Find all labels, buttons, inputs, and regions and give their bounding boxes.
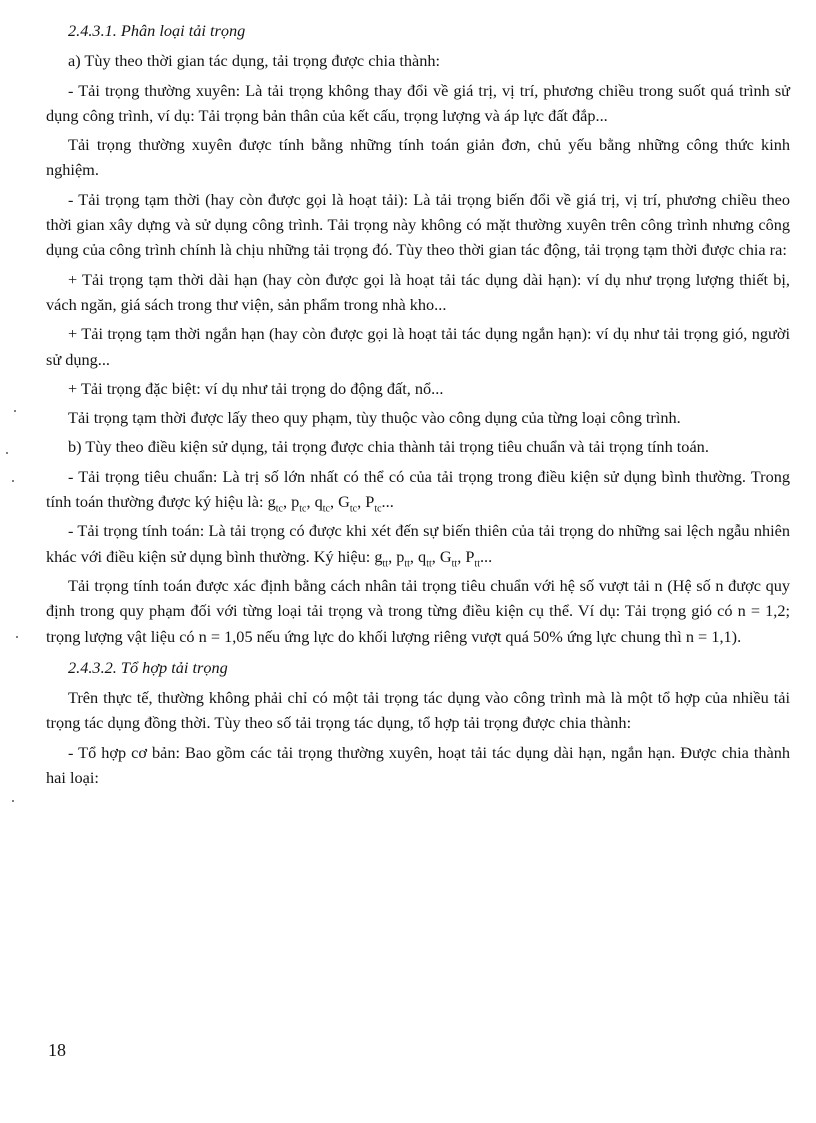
scan-speck — [16, 636, 18, 638]
paragraph-permanent-load: - Tải trọng thường xuyên: Là tải trọng không thay đổi về giá trị, vị trí, phương chiều trong suốt quá trình sử dụng công trình, ví dụ: Tải trọng bản thân của kết cấu, trọng lượng và áp lực đất đắp... — [46, 80, 790, 125]
scan-speck — [14, 410, 16, 412]
load-symbol: $g_{tt}$ — [374, 546, 389, 569]
load-symbol: $q_{tc}$ — [314, 492, 330, 515]
load-symbol: $p_{tt}$ — [396, 546, 410, 569]
paragraph-design-load — [46, 518, 790, 569]
load-symbol: $q_{tt}$ — [418, 546, 432, 569]
load-symbol: $P_{tt}$ — [465, 546, 480, 569]
load-symbol: $P_{tc}$ — [365, 492, 382, 515]
design-load-symbols: $g_{tt}$, $p_{tt}$, $q_{tt}$, $G_{tt}$, $P_{tt}$... — [374, 546, 493, 569]
scan-speck — [12, 800, 14, 802]
section-heading-load-combination: 2.4.3.2. Tổ hợp tải trọng — [68, 657, 228, 677]
paragraph-basic-combination: - Tổ hợp cơ bản: Bao gồm các tải trọng thường xuyên, hoạt tải tác dụng dài hạn, ngắn hạn. Được chia thành hai loại: — [46, 742, 790, 788]
paragraph-standard-load — [46, 464, 790, 515]
paragraph-temporary-load-norm: Tải trọng tạm thời được lấy theo quy phạm, tùy thuộc vào công dụng của từng loại công trình. — [68, 408, 681, 428]
paragraph-design-load-calc: Tải trọng tính toán được xác định bằng cách nhân tải trọng tiêu chuẩn với hệ số vượt tải n (Hệ số n được quy định trong quy phạm đối với từng loại tải trọng và trong từng điều kiện cụ thể. Ví dụ: Tải trọng gió có n = 1,2; trọng lượng vật liệu có n = 1,05 nếu ứng lực do khối lượng riêng vượt quá 50% ứng lực chung thì n = 1,1). — [46, 575, 790, 646]
scan-speck — [12, 480, 14, 482]
load-symbol: $G_{tc}$ — [338, 492, 358, 515]
load-symbol-subscript: tt — [451, 557, 458, 569]
load-symbol: $g_{tc}$ — [267, 492, 283, 515]
load-symbol-subscript: tt — [404, 557, 410, 569]
paragraph-permanent-load-calc: Tải trọng thường xuyên được tính bằng những tính toán giản đơn, chủ yếu bằng những công thức kinh nghiệm. — [46, 135, 790, 180]
load-symbol-subscript: tc — [275, 503, 283, 515]
paragraph-combination-intro: Trên thực tế, thường không phải chỉ có một tải trọng tác dụng vào công trình mà là một tổ hợp của nhiều tải trọng tác dụng đồng thời. Tùy theo số tải trọng tác dụng, tổ hợp tải trọng được chia thành: — [46, 688, 790, 733]
scan-speck — [6, 452, 8, 454]
standard-load-text: - Tải trọng tiêu chuẩn: Là trị số lớn nhất có thể có của tải trọng trong điều kiện sử dụng bình thường. Trong tính toán thường được ký hiệu là: — [46, 466, 790, 512]
load-symbol-subscript: tt — [382, 557, 389, 569]
load-symbol-subscript: tc — [299, 503, 307, 515]
paragraph-temporary-load: - Tải trọng tạm thời (hay còn được gọi là hoạt tải): Là tải trọng biến đổi về giá trị, vị trí, phương chiều theo thời gian xây dựng và sử dụng công trình. Tải trọng này không có mặt thường xuyên trên công trình nhưng công dụng của công trình chính là chịu những tải trọng đó. Tùy theo thời gian tác động, tải trọng tạm thời được chia ra: — [46, 189, 790, 260]
design-load-text: - Tải trọng tính toán: Là tải trọng có được khi xét đến sự biến thiên của tải trọng do những sai lệch ngẫu nhiên khác với điều kiện sử dụng bình thường. Ký hiệu: — [46, 521, 790, 566]
standard-load-symbols: $g_{tc}$, $p_{tc}$, $q_{tc}$, $G_{tc}$, $P_{tc}$... — [267, 492, 394, 515]
load-symbol: $p_{tc}$ — [291, 492, 307, 515]
load-symbol-subscript: tc — [349, 503, 358, 515]
document-page — [46, 18, 790, 794]
paragraph-short-term-load: + Tải trọng tạm thời ngắn hạn (hay còn được gọi là hoạt tải tác dụng ngắn hạn): ví dụ như tải trọng gió, người sử dụng... — [46, 324, 790, 369]
load-symbol: $G_{tt}$ — [439, 546, 458, 569]
paragraph-by-usage-condition: b) Tùy theo điều kiện sử dụng, tải trọng được chia thành tải trọng tiêu chuẩn và tải trọng tính toán. — [68, 437, 709, 457]
load-symbol-subscript: tc — [374, 503, 382, 515]
paragraph-long-term-load: + Tải trọng tạm thời dài hạn (hay còn được gọi là hoạt tải tác dụng dài hạn): ví dụ như trọng lượng thiết bị, vách ngăn, giá sách trong thư viện, sản phẩm trong nhà kho... — [46, 269, 790, 314]
load-symbol-subscript: tc — [322, 503, 330, 515]
section-heading-load-classification: 2.4.3.1. Phân loại tải trọng — [68, 21, 246, 40]
load-symbol-subscript: tt — [474, 557, 480, 569]
paragraph-by-duration: a) Tùy theo thời gian tác dụng, tải trọng được chia thành: — [68, 51, 441, 71]
load-symbol-subscript: tt — [426, 557, 432, 569]
page-number: 18 — [48, 1040, 66, 1060]
paragraph-special-load: + Tải trọng đặc biệt: ví dụ như tải trọng do động đất, nổ... — [68, 378, 444, 398]
